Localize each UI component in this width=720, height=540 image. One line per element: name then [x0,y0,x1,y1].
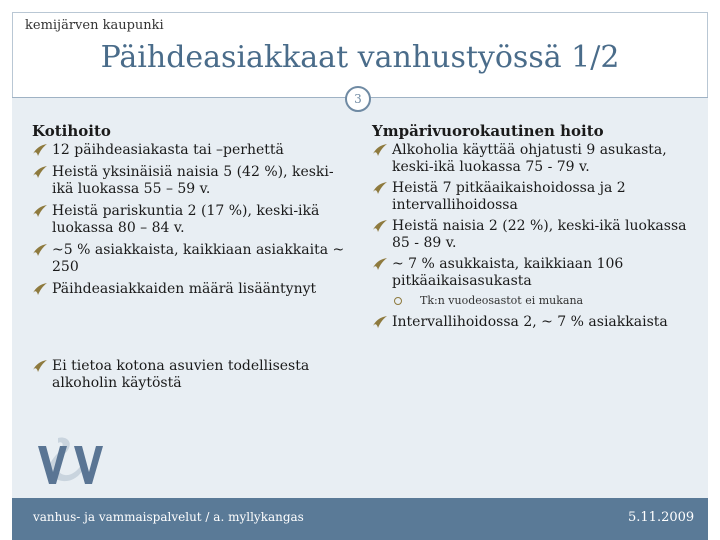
vv-logo-icon [36,432,106,488]
list-item: Alkoholia käyttää ohjatusti 9 asukasta, keski-ikä luokassa 75 - 79 v. [372,142,702,176]
list-item: Heistä pariskuntia 2 (17 %), keski-ikä luokassa 80 – 84 v. [32,203,347,237]
list-item: Heistä naisia 2 (22 %), keski-ikä luokassa 85 - 89 v. [372,218,702,252]
circle-bullet-icon [394,297,402,305]
bullet-icon [372,181,388,195]
list-item: ~ 7 % asukkaista, kaikkiaan 106 pitkäaikaisasukasta [372,256,702,290]
bullet-icon [372,219,388,233]
list-item: Intervallihoidossa 2, ~ 7 % asiakkaista [372,314,702,331]
footer-date: 5.11.2009 [628,510,695,525]
bullet-icon [32,243,48,257]
bullet-icon [32,165,48,179]
left-heading: Kotihoito [32,122,111,140]
footer-text: vanhus- ja vammaispalvelut / a. myllykangas [33,510,304,524]
list-item: ~5 % asiakkaista, kaikkiaan asiakkaita ~ 250 [32,242,347,276]
slide-number: 3 [345,86,371,112]
list-item: Ei tietoa kotona asuvien todellisesta alkoholin käytöstä [32,358,352,392]
list-item: Päihdeasiakkaiden määrä lisääntynyt [32,281,347,298]
slide-title: Päihdeasiakkaat vanhustyössä 1/2 [100,40,620,75]
list-item: Heistä 7 pitkäaikaishoidossa ja 2 intervallihoidossa [372,180,702,214]
bullet-icon [372,315,388,329]
sub-list-item: Tk:n vuodeosastot ei mukana [372,294,702,308]
bullet-icon [372,257,388,271]
bullet-icon [32,204,48,218]
bullet-icon [32,282,48,296]
list-item: 12 päihdeasiakasta tai –perhettä [32,142,347,159]
right-column [372,122,702,335]
bullet-icon [372,143,388,157]
bullet-icon [32,143,48,157]
organization-name: kemijärven kaupunki [25,18,164,33]
bullet-icon [32,359,48,373]
right-heading: Ympärivuorokautinen hoito [372,122,604,140]
left-extra-item [32,358,352,397]
left-column [32,122,347,303]
list-item: Heistä yksinäisiä naisia 5 (42 %), keski-ikä luokassa 55 – 59 v. [32,164,347,198]
